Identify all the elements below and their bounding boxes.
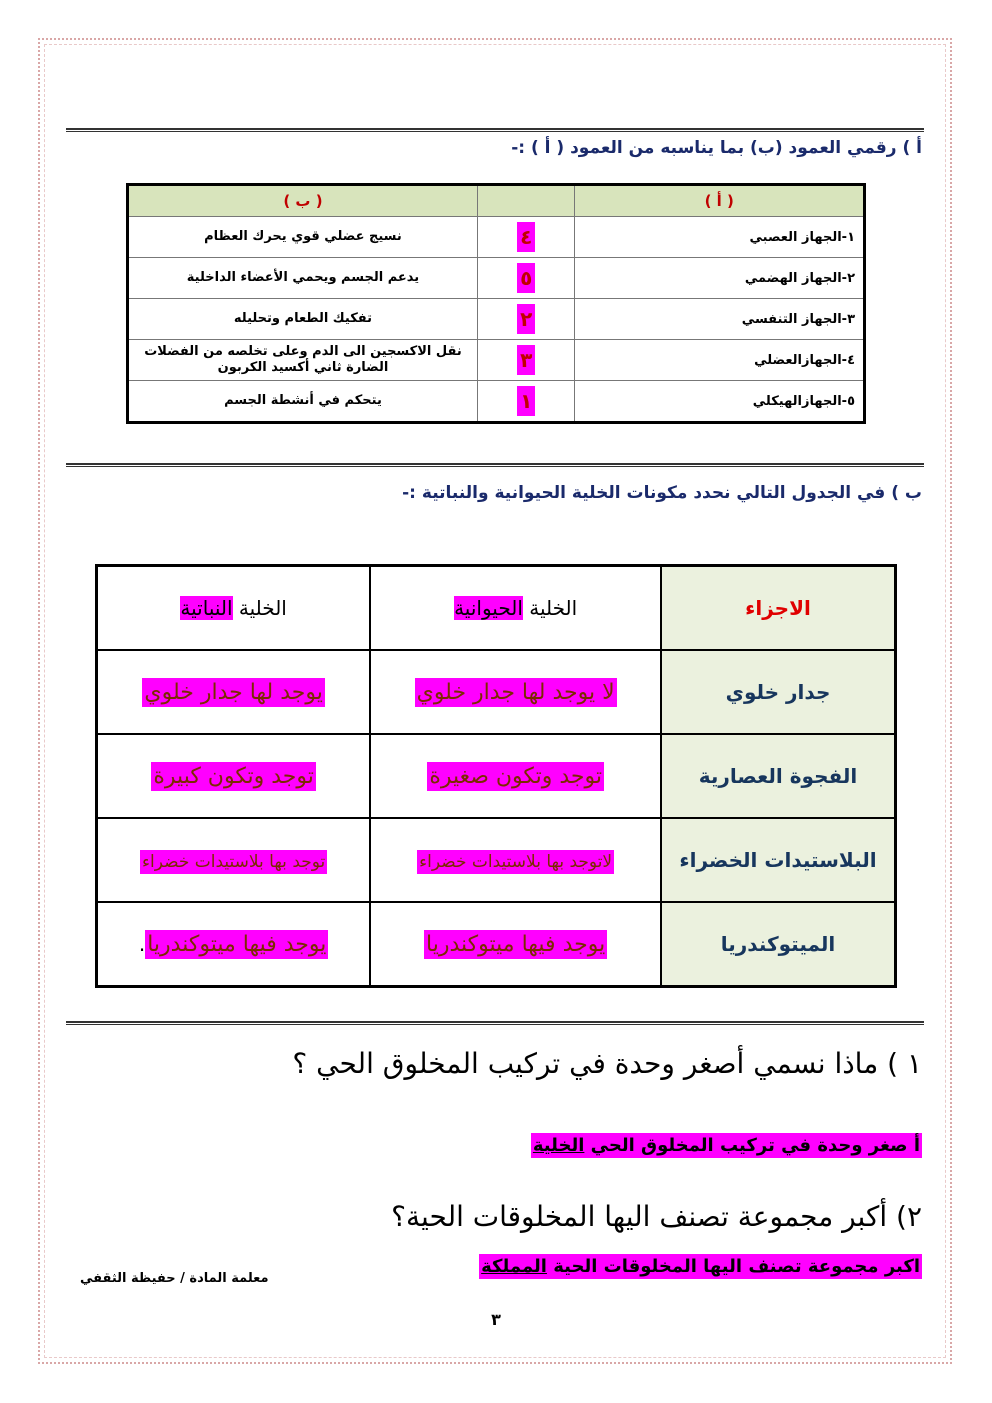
table-row bbox=[128, 340, 865, 381]
part-cell: الميتوكندريا bbox=[661, 902, 896, 987]
table-row bbox=[97, 902, 896, 987]
animal-value: توجد وتكون صغيرة bbox=[429, 763, 602, 789]
answer-number: ٢ bbox=[517, 304, 535, 334]
answer-2-highlight: المملكة bbox=[481, 1256, 547, 1277]
answer-number: ٥ bbox=[517, 263, 535, 293]
plant-cell bbox=[97, 650, 371, 734]
table-row bbox=[97, 818, 896, 902]
page-number: ٣ bbox=[491, 1310, 501, 1329]
col-b-cell: يتحكم في أنشطة الجسم bbox=[128, 381, 478, 423]
part-cell: البلاستيدات الخضراء bbox=[661, 818, 896, 902]
answer-number-cell bbox=[477, 381, 575, 423]
col-a-cell: ١-الجهاز العصبي bbox=[575, 217, 865, 258]
answer-number: ١ bbox=[517, 386, 535, 416]
plant-value: توجد وتكون كبيرة bbox=[153, 763, 314, 789]
col-b-cell: نقل الاكسجين الى الدم وعلى تخلصه من الفضلات الضارة ثاني أكسيد الكربون bbox=[128, 340, 478, 381]
col-a-cell: ٣-الجهاز التنفسي bbox=[575, 299, 865, 340]
animal-cell bbox=[370, 902, 661, 987]
col-a-cell: ٤-الجهازالعضلي bbox=[575, 340, 865, 381]
cell-comparison-table bbox=[95, 564, 897, 988]
table-row bbox=[97, 734, 896, 818]
animal-cell bbox=[370, 734, 661, 818]
answer-number-cell bbox=[477, 299, 575, 340]
divider bbox=[66, 463, 924, 467]
answer-1-prefix: أ صغر وحدة في تركيب المخلوق الحي bbox=[584, 1135, 920, 1156]
matching-table bbox=[126, 183, 866, 424]
header-animal-prefix: الخلية bbox=[522, 596, 578, 620]
answer-1 bbox=[531, 1133, 922, 1158]
plant-value: يوجد لها جدار خلوي bbox=[144, 679, 323, 705]
plant-cell bbox=[97, 818, 371, 902]
plant-suffix: . bbox=[138, 931, 146, 956]
col-num-header bbox=[477, 185, 575, 217]
animal-cell bbox=[370, 650, 661, 734]
table-row bbox=[128, 258, 865, 299]
question-2: ٢) أكبر مجموعة تصنف اليها المخلوقات الحية؟ bbox=[391, 1200, 922, 1233]
divider bbox=[66, 1021, 924, 1025]
animal-value: يوجد فيها ميتوكندريا bbox=[426, 931, 606, 957]
animal-value: لاتوجد بها بلاستيدات خضراء bbox=[419, 852, 613, 872]
plant-value: يوجد فيها ميتوكندريا bbox=[147, 931, 327, 957]
question-1: ١ ) ماذا نسمي أصغر وحدة في تركيب المخلوق الحي ؟ bbox=[292, 1047, 922, 1080]
col-a-cell: ٥-الجهازالهيكلي bbox=[575, 381, 865, 423]
answer-number: ٤ bbox=[517, 222, 535, 252]
col-b-cell: نسيج عضلي قوي يحرك العظام bbox=[128, 217, 478, 258]
table-row bbox=[128, 217, 865, 258]
header-plant-cell bbox=[97, 566, 371, 651]
col-b-cell: يدعم الجسم ويحمي الأعضاء الداخلية bbox=[128, 258, 478, 299]
header-parts: الاجزاء bbox=[661, 566, 896, 651]
table-row bbox=[97, 650, 896, 734]
col-a-header: ( أ ) bbox=[575, 185, 865, 217]
section-a-heading: أ ) رقمي العمود (ب) بما يناسبه من العمود ( أ ) :- bbox=[511, 138, 922, 158]
table-row bbox=[128, 381, 865, 423]
header-animal-cell bbox=[370, 566, 661, 651]
header-plant-prefix: الخلية bbox=[232, 596, 287, 620]
animal-value: لا يوجد لها جدار خلوي bbox=[416, 679, 615, 705]
part-cell: الفجوة العصارية bbox=[661, 734, 896, 818]
header-animal-highlight: الحيوانية bbox=[454, 596, 523, 620]
answer-1-highlight: الخلية bbox=[532, 1135, 585, 1156]
col-b-header: ( ب ) bbox=[128, 185, 478, 217]
plant-cell bbox=[97, 734, 371, 818]
teacher-name: معلمة المادة / حفيظة الثقفي bbox=[80, 1271, 269, 1286]
answer-number-cell bbox=[477, 258, 575, 299]
plant-value: توجد بها بلاستيدات خضراء bbox=[141, 852, 326, 872]
answer-2-prefix: اكبر مجموعة تصنف اليها المخلوقات الحية bbox=[546, 1256, 920, 1277]
animal-cell bbox=[370, 818, 661, 902]
col-a-cell: ٢-الجهاز الهضمي bbox=[575, 258, 865, 299]
divider bbox=[66, 128, 924, 132]
table-row bbox=[128, 299, 865, 340]
answer-number: ٣ bbox=[517, 345, 535, 375]
answer-2 bbox=[479, 1254, 922, 1279]
answer-number-cell bbox=[477, 217, 575, 258]
plant-cell bbox=[97, 902, 371, 987]
header-plant-highlight: النباتية bbox=[180, 596, 233, 620]
answer-number-cell bbox=[477, 340, 575, 381]
col-b-cell: تفكيك الطعام وتحليله bbox=[128, 299, 478, 340]
section-b-heading: ب ) في الجدول التالي نحدد مكونات الخلية الحيوانية والنباتية :- bbox=[402, 483, 922, 503]
part-cell: جدار خلوي bbox=[661, 650, 896, 734]
